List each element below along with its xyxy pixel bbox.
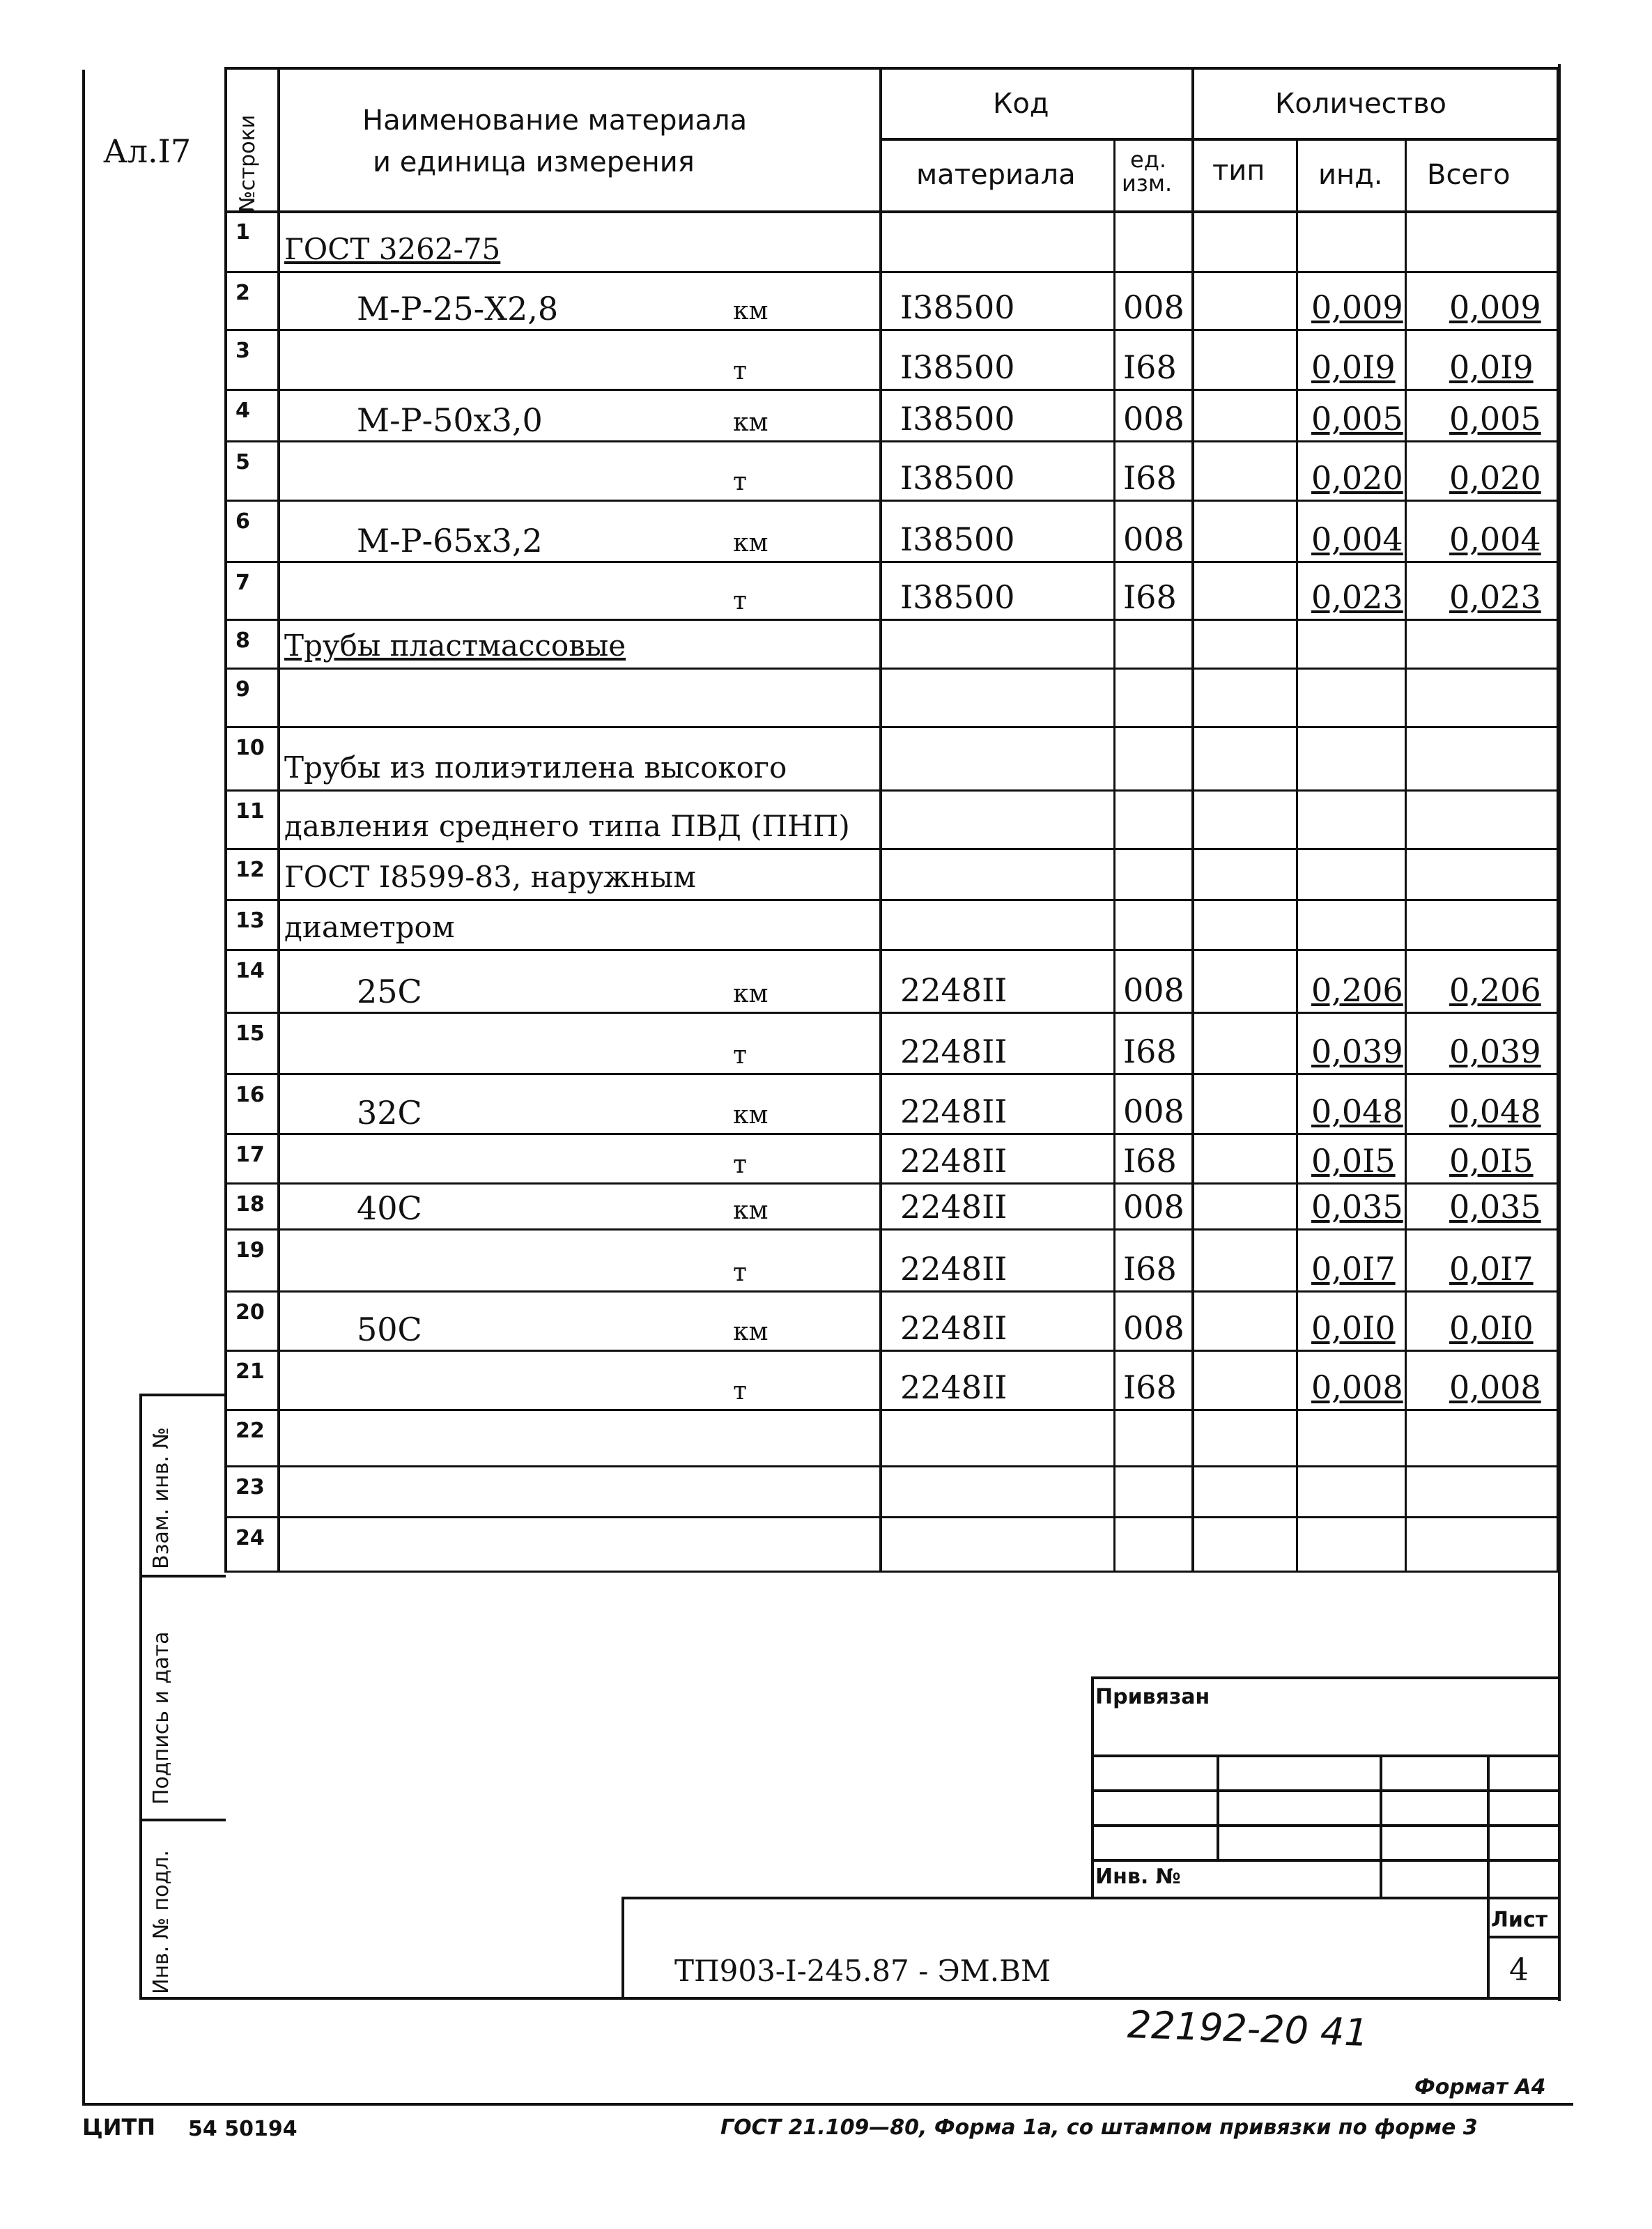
material-code: I38500: [900, 400, 1015, 438]
stamp-bottom: [224, 1997, 1559, 2000]
stamp-main-top: [622, 1897, 1559, 1899]
material-name: М-Р-25-Х2,8: [357, 290, 559, 327]
header-name-line1: Наименование материала: [362, 105, 748, 137]
qty-ind: 0,009: [1311, 288, 1403, 326]
row-number: 7: [236, 571, 250, 595]
row-number: 19: [236, 1238, 265, 1263]
row-number: 21: [236, 1359, 265, 1384]
row-number: 18: [236, 1192, 265, 1217]
unit-code: I68: [1123, 578, 1177, 616]
row-number: 10: [236, 736, 265, 760]
header-kod: Код: [993, 88, 1049, 120]
header-vsego: Всего: [1427, 159, 1511, 191]
row-number: 16: [236, 1083, 265, 1107]
qty-total: 0,023: [1449, 578, 1541, 616]
stamp-vline2: [1380, 1754, 1382, 1899]
header-material: материала: [916, 159, 1076, 191]
unit-label: т: [733, 357, 747, 385]
table-row-line: [224, 1228, 1559, 1231]
qty-ind: 0,0I7: [1311, 1250, 1396, 1288]
table-vline-left: [224, 67, 227, 1571]
material-name: ГОСТ 3262-75: [284, 232, 501, 266]
unit-label: км: [733, 529, 769, 557]
table-top-border: [224, 67, 1559, 70]
row-number: 20: [236, 1300, 265, 1325]
unit-label: км: [733, 408, 769, 437]
material-name: 32С: [357, 1094, 422, 1132]
header-tip: тип: [1212, 155, 1265, 187]
material-code: 2248II: [900, 971, 1008, 1009]
stamp-inv-no: Инв. №: [1095, 1865, 1181, 1889]
table-row-line: [224, 726, 1559, 728]
row-number: 23: [236, 1475, 265, 1499]
unit-code: 008: [1123, 1188, 1184, 1226]
stamp-privyazan-left: [1091, 1676, 1094, 1899]
header-ed-line2: изм.: [1122, 170, 1173, 196]
unit-code: 008: [1123, 400, 1184, 438]
header-ind: инд.: [1318, 159, 1383, 191]
material-name: 50С: [357, 1311, 422, 1348]
side-stamp-vzam: Взам. инв. №: [149, 1427, 173, 1569]
qty-ind: 0,023: [1311, 578, 1403, 616]
row-number: 14: [236, 959, 265, 983]
side-stamp-top: [139, 1394, 226, 1396]
qty-ind: 0,0I9: [1311, 348, 1396, 386]
footer-gost: ГОСТ 21.109—80, Форма 1а, со штампом привязки по форме 3: [720, 2115, 1478, 2140]
unit-code: 008: [1123, 288, 1184, 326]
row-number: 15: [236, 1021, 265, 1046]
qty-ind: 0,048: [1311, 1093, 1403, 1130]
qty-total: 0,004: [1449, 520, 1541, 558]
unit-label: км: [733, 1101, 769, 1129]
qty-ind: 0,0I5: [1311, 1142, 1396, 1180]
unit-code: 008: [1123, 1309, 1184, 1347]
table-row-line: [224, 389, 1559, 391]
material-name: 40С: [357, 1189, 422, 1227]
table-row-line: [224, 1133, 1559, 1135]
material-name: ГОСТ I8599-83, наружным: [284, 860, 696, 894]
row-number: 3: [236, 339, 250, 363]
table-vline-right: [1557, 67, 1559, 1571]
qty-total: 0,020: [1449, 459, 1541, 497]
table-row-line: [224, 1409, 1559, 1411]
material-code: 2248II: [900, 1188, 1008, 1226]
qty-ind: 0,005: [1311, 400, 1403, 438]
table-row-line: [224, 271, 1559, 273]
material-code: I38500: [900, 459, 1015, 497]
qty-ind: 0,039: [1311, 1033, 1403, 1070]
table-header-bottom: [224, 210, 1559, 213]
table-row-line: [224, 789, 1559, 792]
header-ed-line1: ед.: [1130, 146, 1166, 173]
table-vline-name: [879, 67, 882, 1571]
footer-citp: ЦИТП: [82, 2114, 156, 2141]
material-code: I38500: [900, 348, 1015, 386]
frame-bottom-line: [82, 2103, 1573, 2106]
unit-code: I68: [1123, 1368, 1177, 1406]
unit-label: км: [733, 297, 769, 325]
table-header-subline: [879, 138, 1559, 141]
material-code: I38500: [900, 288, 1015, 326]
material-name: диаметром: [284, 910, 455, 944]
qty-total: 0,039: [1449, 1033, 1541, 1070]
stamp-sheet-no: 4: [1509, 1952, 1529, 1988]
handwritten-number: 22192-20 41: [1127, 2002, 1369, 2056]
material-code: 2248II: [900, 1033, 1008, 1070]
qty-total: 0,0I7: [1449, 1250, 1534, 1288]
unit-code: 008: [1123, 1093, 1184, 1130]
table-row-line: [224, 500, 1559, 502]
table-row-line: [224, 329, 1559, 331]
material-name: Трубы из полиэтилена высокого: [284, 750, 787, 785]
table-row-line: [224, 619, 1559, 621]
table-row-line: [224, 949, 1559, 951]
stamp-list-label: Лист: [1491, 1908, 1548, 1932]
unit-code: I68: [1123, 1142, 1177, 1180]
table-vline-rowno: [277, 67, 280, 1571]
row-number: 2: [236, 281, 250, 305]
qty-total: 0,009: [1449, 288, 1541, 326]
sheet-label: Ал.I7: [103, 132, 192, 170]
header-rowno: №строки: [236, 114, 260, 213]
material-code: 2248II: [900, 1309, 1008, 1347]
unit-label: т: [733, 587, 747, 615]
qty-total: 0,0I5: [1449, 1142, 1534, 1180]
row-number: 5: [236, 450, 250, 475]
table-row-line: [224, 1516, 1559, 1518]
table-row-line: [224, 1012, 1559, 1014]
side-stamp-podpis: Подпись и дата: [149, 1631, 173, 1805]
table-row-line: [224, 561, 1559, 563]
table-row-line: [224, 1290, 1559, 1293]
stamp-vline1: [1217, 1754, 1219, 1862]
material-name: М-Р-65х3,2: [357, 522, 543, 560]
row-number: 12: [236, 858, 265, 882]
unit-label: км: [733, 1196, 769, 1225]
row-number: 9: [236, 677, 250, 702]
side-stamp-div1: [139, 1575, 226, 1578]
table-row-line: [224, 1182, 1559, 1185]
unit-code: I68: [1123, 459, 1177, 497]
table-row-line: [224, 668, 1559, 670]
table-row-line: [224, 899, 1559, 901]
unit-label: т: [733, 1258, 747, 1287]
footer-format: Формат А4: [1414, 2075, 1546, 2099]
qty-total: 0,206: [1449, 971, 1541, 1009]
unit-label: км: [733, 980, 769, 1008]
qty-total: 0,048: [1449, 1093, 1541, 1130]
stamp-vline3: [1487, 1754, 1490, 2000]
material-code: 2248II: [900, 1093, 1008, 1130]
qty-total: 0,035: [1449, 1188, 1541, 1226]
stamp-list-div: [1487, 1936, 1559, 1938]
unit-code: I68: [1123, 1250, 1177, 1288]
table-vline-code: [1113, 138, 1116, 1571]
qty-ind: 0,035: [1311, 1188, 1403, 1226]
stamp-privyazan: Привязан: [1095, 1685, 1210, 1709]
row-number: 8: [236, 628, 250, 653]
table-vline-tip: [1296, 138, 1298, 1571]
material-code: 2248II: [900, 1250, 1008, 1288]
unit-code: 008: [1123, 520, 1184, 558]
material-code: 2248II: [900, 1142, 1008, 1180]
material-name: давления среднего типа ПВД (ПНП): [284, 809, 850, 843]
table-row-line: [224, 1350, 1559, 1352]
row-number: 4: [236, 399, 250, 423]
unit-label: т: [733, 1150, 747, 1179]
table-row-line: [224, 1073, 1559, 1075]
side-stamp-left-line: [139, 1394, 142, 2000]
table-row-line: [224, 440, 1559, 442]
qty-total: 0,008: [1449, 1368, 1541, 1406]
stamp-doc-code: ТП903-I-245.87 - ЭМ.ВМ: [674, 1954, 1051, 1988]
qty-ind: 0,206: [1311, 971, 1403, 1009]
table-row-line: [224, 1465, 1559, 1467]
row-number: 24: [236, 1526, 265, 1550]
material-code: 2248II: [900, 1368, 1008, 1406]
unit-code: I68: [1123, 1033, 1177, 1070]
material-name: 25С: [357, 973, 422, 1010]
table-row-line: [224, 848, 1559, 850]
unit-label: т: [733, 1041, 747, 1070]
qty-ind: 0,004: [1311, 520, 1403, 558]
stamp-main-left: [622, 1897, 624, 2000]
material-code: I38500: [900, 520, 1015, 558]
qty-ind: 0,008: [1311, 1368, 1403, 1406]
header-kolichestvo: Количество: [1275, 88, 1447, 120]
stamp-privyazan-top: [1091, 1676, 1559, 1679]
unit-label: т: [733, 1377, 747, 1405]
qty-total: 0,0I9: [1449, 348, 1534, 386]
side-stamp-bottom: [139, 1997, 226, 2000]
qty-ind: 0,0I0: [1311, 1309, 1396, 1347]
unit-label: км: [733, 1318, 769, 1346]
row-number: 1: [236, 220, 250, 245]
row-number: 6: [236, 509, 250, 534]
row-number: 22: [236, 1419, 265, 1443]
qty-total: 0,005: [1449, 400, 1541, 438]
row-number: 17: [236, 1143, 265, 1167]
row-number: 11: [236, 799, 265, 824]
table-row-line: [224, 1571, 1559, 1573]
material-name: М-Р-50х3,0: [357, 401, 543, 439]
table-vline-ind: [1405, 138, 1407, 1571]
side-stamp-inv-podl: Инв. № подл.: [149, 1850, 173, 1994]
header-name-line2: и единица измерения: [373, 146, 695, 178]
side-stamp-div2: [139, 1819, 226, 1821]
row-number: 13: [236, 909, 265, 933]
unit-code: 008: [1123, 971, 1184, 1009]
material-code: I38500: [900, 578, 1015, 616]
qty-total: 0,0I0: [1449, 1309, 1534, 1347]
unit-code: I68: [1123, 348, 1177, 386]
frame-left-line: [82, 70, 85, 2104]
footer-order-no: 54 50194: [188, 2117, 298, 2141]
table-vline-ed: [1191, 67, 1194, 1571]
qty-ind: 0,020: [1311, 459, 1403, 497]
unit-label: т: [733, 468, 747, 496]
material-name: Трубы пластмассовые: [284, 628, 626, 663]
